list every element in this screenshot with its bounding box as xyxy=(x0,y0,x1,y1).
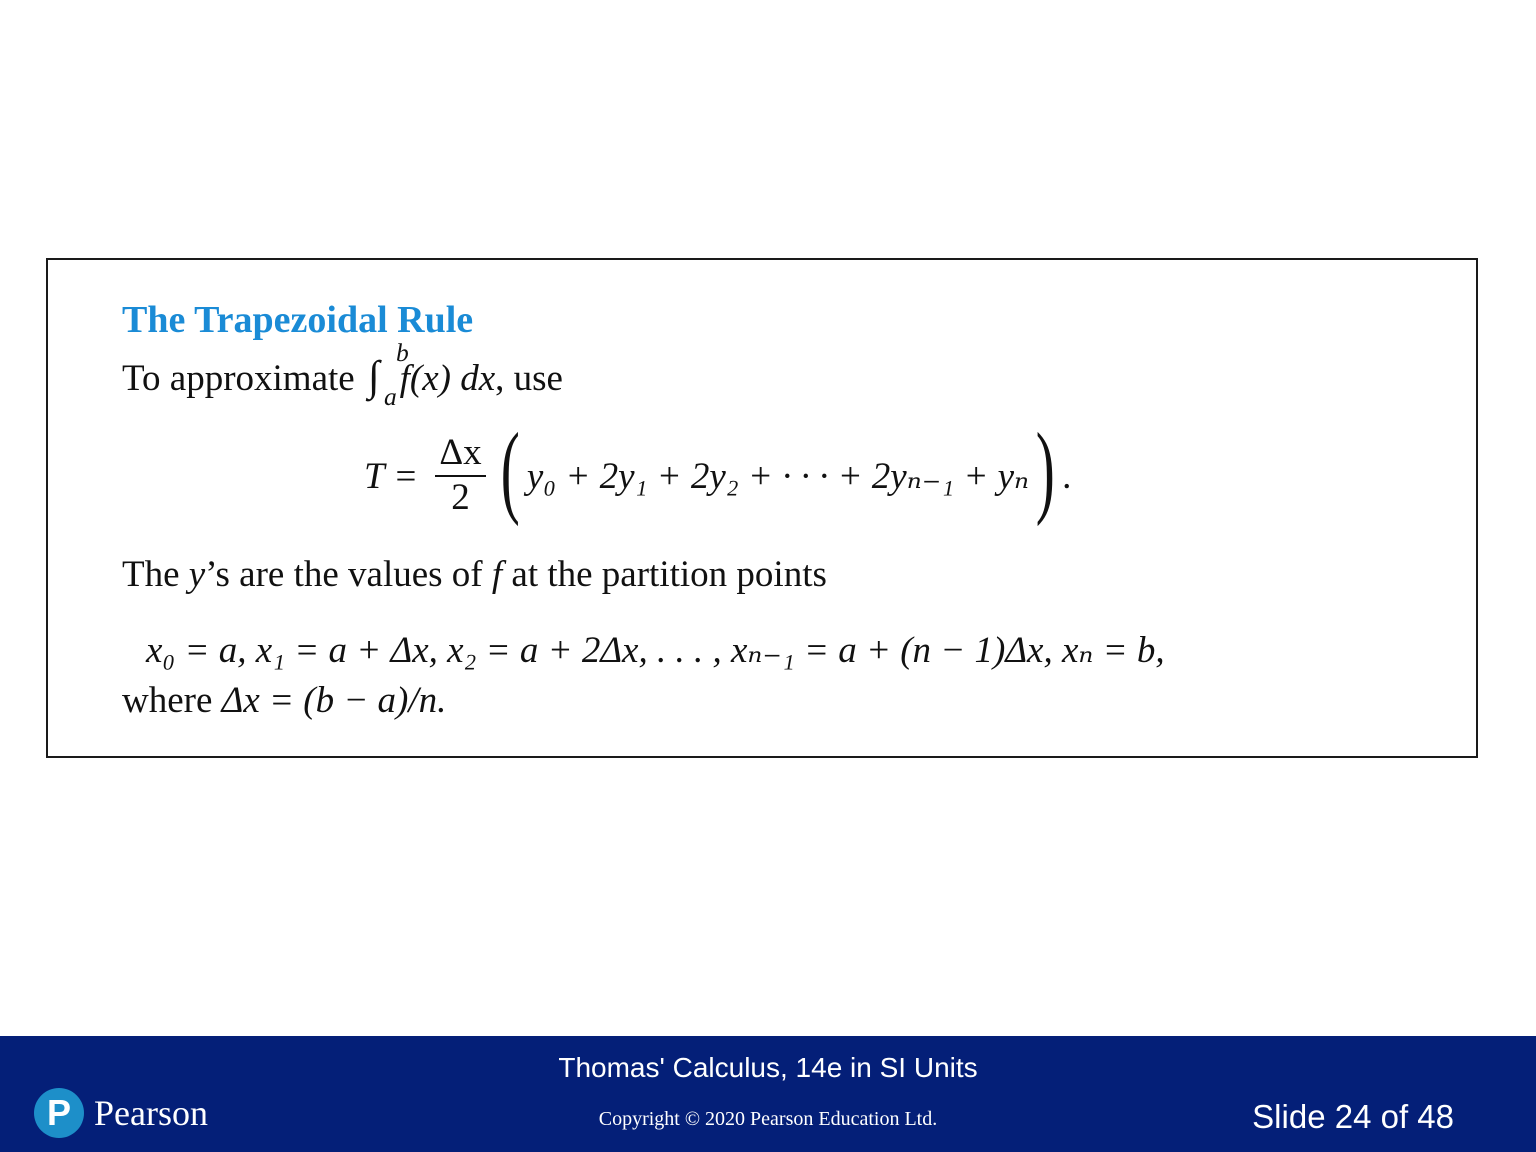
intro-line xyxy=(122,338,563,411)
where-line xyxy=(122,682,446,719)
integrand: f(x) dx xyxy=(399,358,496,399)
integral-sign xyxy=(367,338,409,411)
pearson-logo xyxy=(34,1088,208,1138)
slide-number: Slide 24 of 48 xyxy=(1252,1098,1454,1135)
partition-sentence xyxy=(122,556,827,593)
sentence-part-c: at the partition points xyxy=(502,554,827,595)
sentence-f: f xyxy=(491,554,503,595)
pearson-p-icon: P xyxy=(34,1088,84,1138)
points-expression: x₀ = a, x₁ = a + Δx, x₂ = a + 2Δx, . . . , xₙ₋₁ = a + (n − 1)Δx, xₙ = b, xyxy=(146,630,1165,671)
close-paren: ) xyxy=(1036,412,1056,527)
sentence-y: y xyxy=(188,554,206,595)
book-title: Thomas' Calculus, 14e in SI Units xyxy=(558,1052,978,1083)
integral-upper-limit: b xyxy=(395,338,409,367)
pearson-wordmark: Pearson xyxy=(94,1093,208,1133)
theorem-box xyxy=(46,258,1478,758)
integral-lower-limit: a xyxy=(383,382,397,411)
footer-bar xyxy=(0,1036,1536,1152)
where-label: where xyxy=(122,680,222,721)
integral-symbol: ∫ xyxy=(367,353,380,400)
fraction-numerator: Δx xyxy=(435,434,485,477)
where-expression: Δx = (b − a)/n. xyxy=(221,680,447,721)
formula-fraction xyxy=(435,434,485,518)
formula-lhs: T = xyxy=(364,455,419,497)
trapezoid-formula xyxy=(364,412,1072,527)
fraction-denominator: 2 xyxy=(451,477,470,518)
formula-end: . xyxy=(1062,455,1072,497)
open-paren: ( xyxy=(500,412,520,527)
formula-terms: y₀ + 2y₁ + 2y₂ + · · · + 2yₙ₋₁ + yₙ xyxy=(526,456,1030,497)
partition-points xyxy=(146,632,1165,669)
sentence-part-a: The xyxy=(122,554,189,595)
sentence-part-b: ’s are the values of xyxy=(205,554,492,595)
intro-prefix: To approximate xyxy=(122,358,364,399)
box-title: The Trapezoidal Rule xyxy=(122,299,474,341)
intro-suffix: , use xyxy=(495,358,563,399)
copyright: Copyright © 2020 Pearson Education Ltd. xyxy=(598,1108,938,1130)
